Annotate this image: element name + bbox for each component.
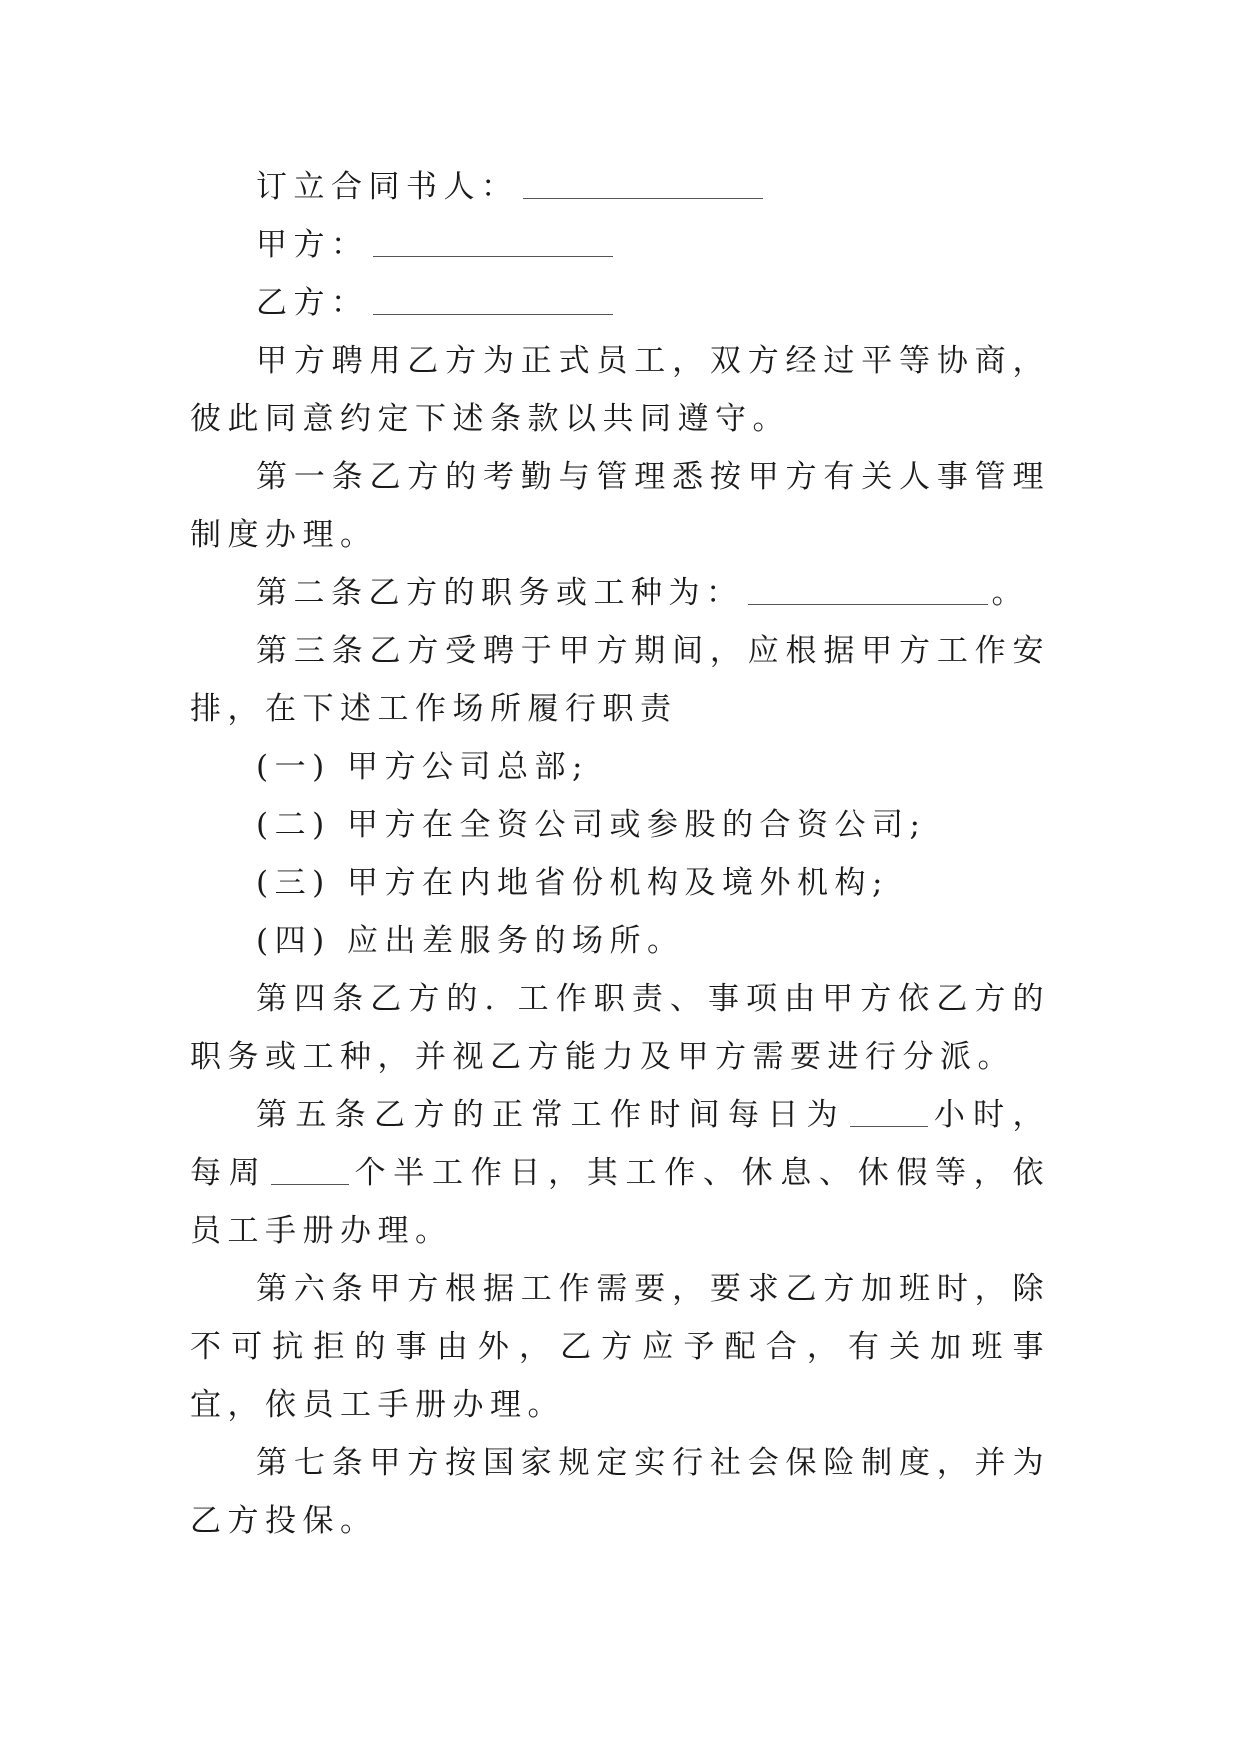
article-3-item-4: (四) 应出差服务的场所。 [256, 923, 685, 959]
position-blank [748, 574, 988, 605]
article-2 [190, 564, 1050, 622]
intro-paragraph: 甲方聘用乙方为正式员工，双方经过平等协商，彼此同意约定下述条款以共同遵守。 [190, 343, 1050, 437]
article-5-part-2: 小时，每周 [190, 1097, 1050, 1191]
article-3: 第三条乙方受聘于甲方期间，应根据甲方工作安排，在下述工作场所履行职责 [190, 633, 1050, 727]
daily-hours-blank [850, 1096, 928, 1127]
article-3-item-3: (三) 甲方在内地省份机构及境外机构; [256, 865, 889, 901]
article-3-item-1: (一) 甲方公司总部; [256, 749, 589, 785]
signatory-blank [523, 168, 763, 199]
article-2-text: 第二条乙方的职务或工种为： [256, 575, 744, 611]
article-5 [190, 1086, 1050, 1260]
party-b-blank [373, 284, 613, 315]
article-7: 第七条甲方按国家规定实行社会保险制度，并为乙方投保。 [190, 1445, 1050, 1539]
party-a-label: 甲方： [256, 227, 369, 263]
signatory-label: 订立合同书人： [256, 169, 519, 205]
article-4: 第四条乙方的. 工作职责、事项由甲方依乙方的职务或工种，并视乙方能力及甲方需要进行分派。 [190, 981, 1050, 1075]
article-1: 第一条乙方的考勤与管理悉按甲方有关人事管理制度办理。 [190, 459, 1050, 553]
party-a-line [190, 216, 1050, 274]
weekly-days-blank [271, 1154, 349, 1185]
contract-body [190, 158, 1050, 1550]
article-3-item-2: (二) 甲方在全资公司或参股的合资公司; [256, 807, 927, 843]
party-b-line [190, 274, 1050, 332]
article-5-part-3: 个半工作日，其工作、休息、休假等，依员工手册办理。 [190, 1155, 1051, 1249]
party-b-label: 乙方： [256, 285, 369, 321]
article-6: 第六条甲方根据工作需要，要求乙方加班时，除不可抗拒的事由外，乙方应予配合，有关加班事宜，依员工手册办理。 [190, 1271, 1050, 1423]
article-2-end: 。 [991, 575, 1029, 611]
signatory-line [190, 158, 1050, 216]
party-a-blank [373, 226, 613, 257]
article-5-part-1: 第五条乙方的正常工作时间每日为 [256, 1097, 846, 1133]
